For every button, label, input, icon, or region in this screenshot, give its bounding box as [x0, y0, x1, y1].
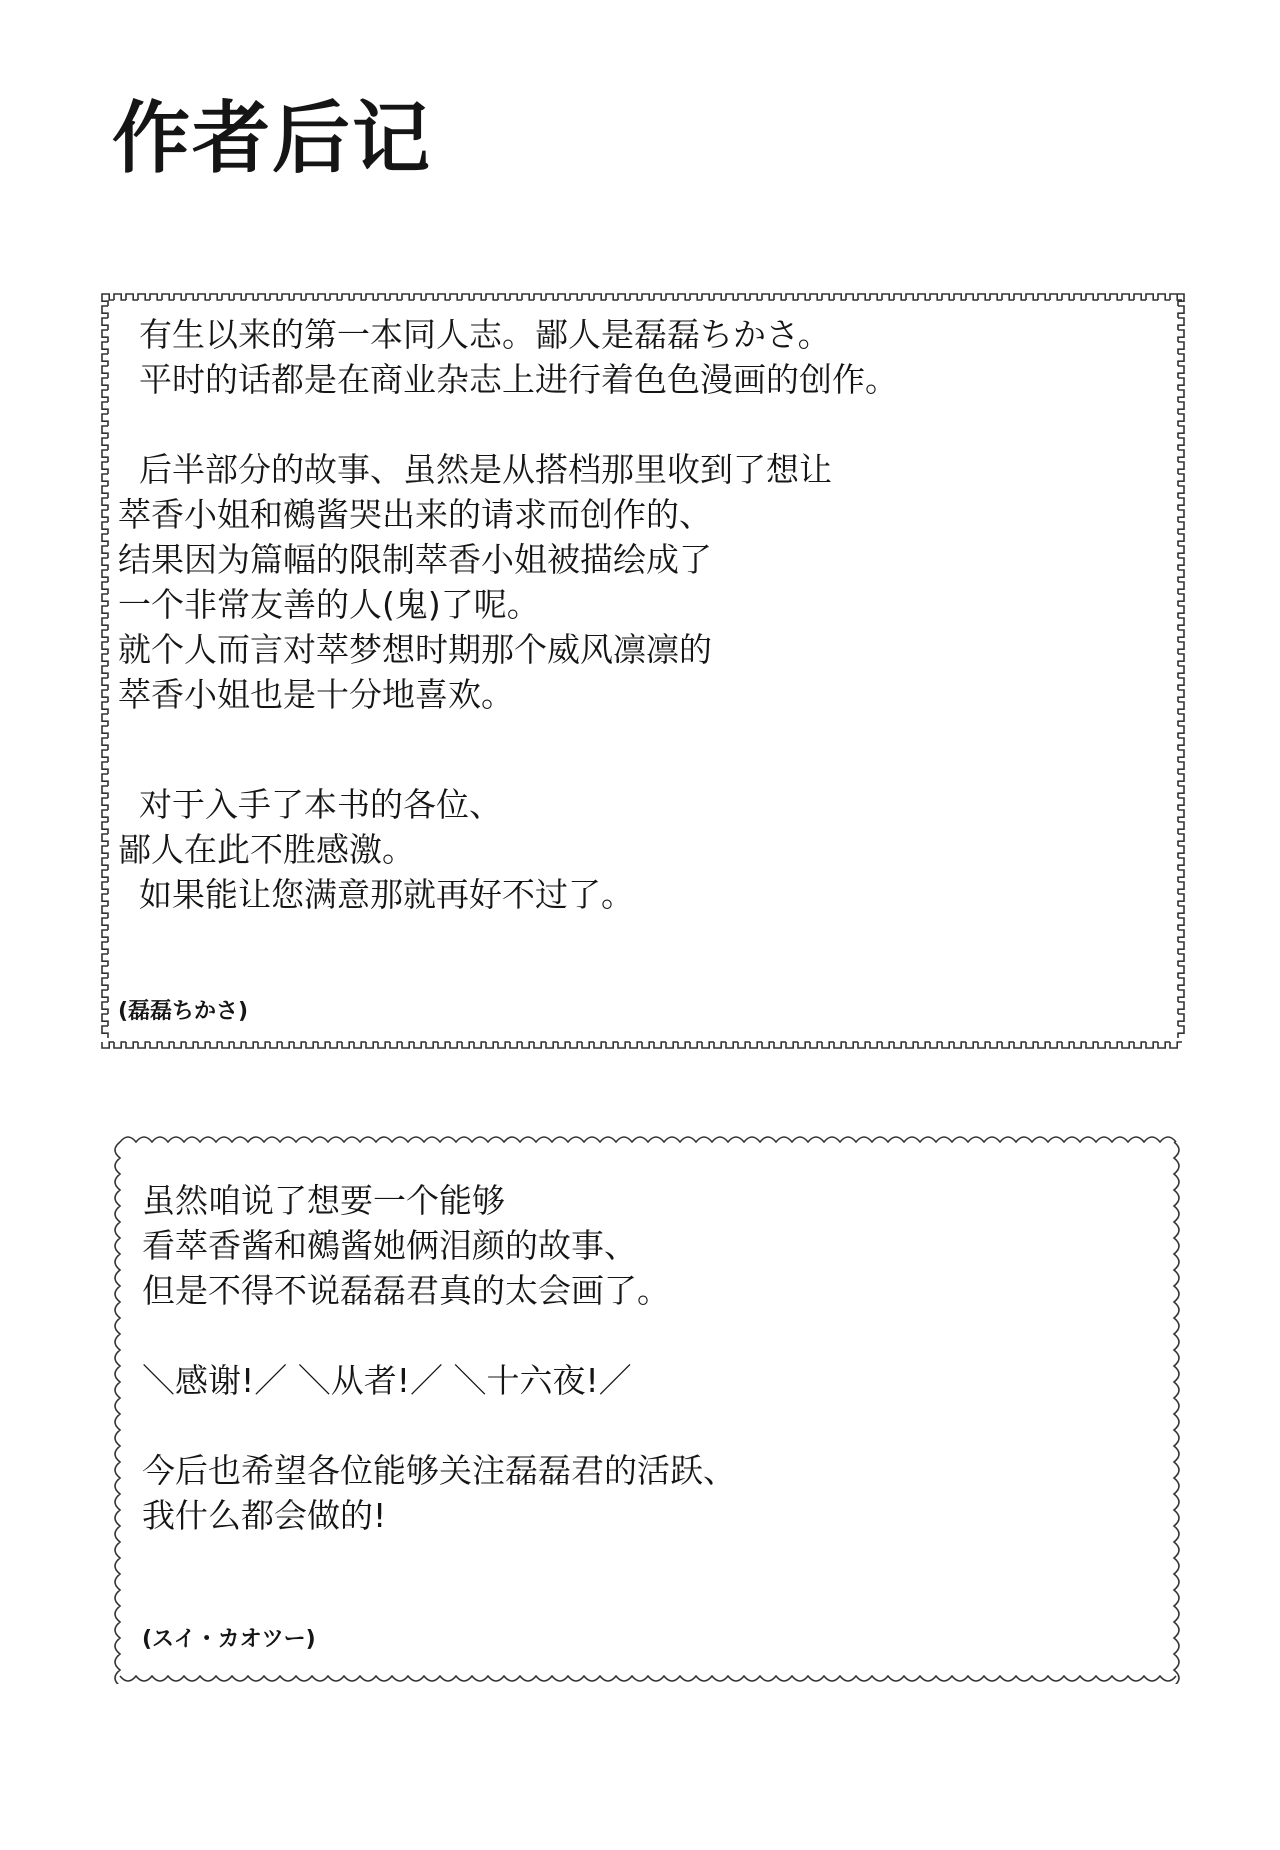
afterword-box-author — [96, 288, 1190, 1054]
text-line: 鄙人在此不胜感激。 — [118, 830, 415, 869]
text-line: 看萃香酱和鵺酱她俩泪颜的故事、 — [142, 1226, 637, 1265]
text-line: 一个非常友善的人(鬼)了呢。 — [118, 585, 540, 624]
text-line: 对于入手了本书的各位、 — [118, 785, 502, 824]
text-line: 后半部分的故事、虽然是从搭档那里收到了想让 — [118, 450, 832, 489]
page-title: 作者后记 — [112, 94, 433, 184]
text-line: 如果能让您满意那就再好不过了。 — [118, 875, 634, 914]
text-line: 有生以来的第一本同人志。鄙人是磊磊ちかさ。 — [118, 315, 831, 354]
text-line: 萃香小姐和鵺酱哭出来的请求而创作的、 — [118, 495, 712, 534]
text-line: 就个人而言对萃梦想时期那个威风凛凛的 — [118, 630, 712, 669]
text-line: 虽然咱说了想要一个能够 — [142, 1181, 505, 1220]
afterword-box-partner — [112, 1134, 1182, 1684]
shout-line: ＼感谢!／ ＼从者!／ ＼十六夜!／ — [142, 1361, 632, 1400]
text-line: 平时的话都是在商业杂志上进行着色色漫画的创作。 — [118, 360, 898, 399]
text-line: 结果因为篇幅的限制萃香小姐被描绘成了 — [118, 540, 712, 579]
partner-signature: (スイ・カオツー) — [142, 1627, 316, 1652]
author-note-text — [118, 312, 1160, 917]
text-line: 我什么都会做的! — [142, 1496, 387, 1535]
text-line: 萃香小姐也是十分地喜欢。 — [118, 675, 514, 714]
author-signature: (磊磊ちかさ) — [118, 999, 249, 1024]
partner-note-text — [142, 1178, 1152, 1538]
text-line: 今后也希望各位能够关注磊磊君的活跃、 — [142, 1451, 736, 1490]
text-line: 但是不得不说磊磊君真的太会画了。 — [142, 1271, 670, 1310]
